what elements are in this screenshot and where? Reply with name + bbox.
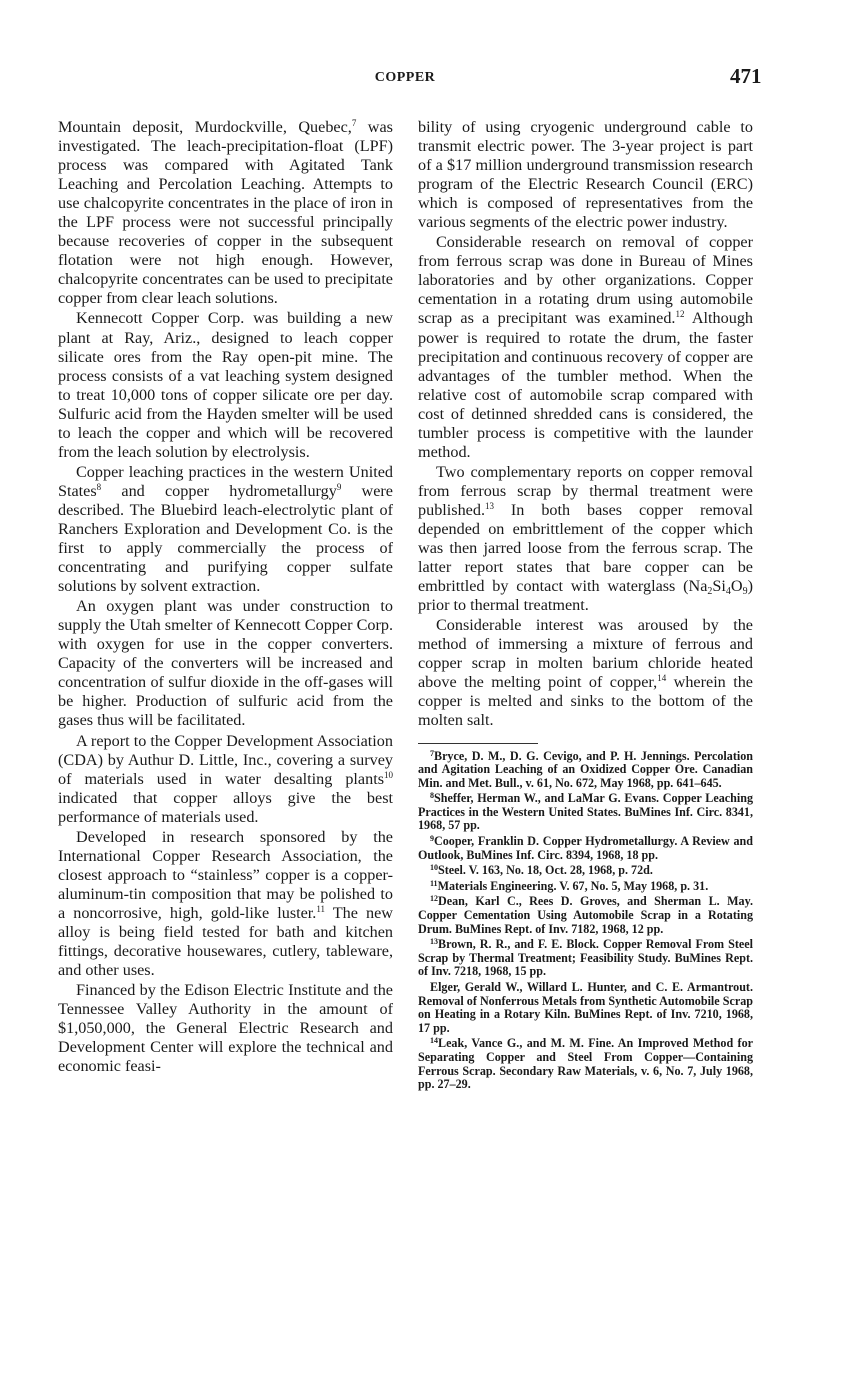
paragraph: Two complementary reports on copper removal from ferrous scrap by thermal treatment were published.$^{13}$ In both bases copper removal depended on embrittlement of the copper which was then jarred loose from the ferrous scrap. The latter report states that bare copper can be embrittled by contact with waterglass $(Na_2Si_4O_9)$ prior to thermal treatment. (418, 462, 753, 615)
footnote: $^9$Cooper, Franklin D. Copper Hydrometallurgy. A Review and Outlook, BuMines Inf. Circ. 8394, 1968, 18 pp. (418, 834, 753, 862)
paragraph: Financed by the Edison Electric Institute and the Tennessee Valley Authority in the amount of $1,050,000, the General Electric Research and Development Center will explore the technical and economic feasi- (58, 981, 393, 1076)
page-number: 471 (730, 64, 762, 88)
paragraph: Considerable research on removal of copper from ferrous scrap was done in Bureau of Mines laboratories and by other organizations. Copper cementation in a rotating drum using automobile scrap as a precipitant was examined.$^{12}$ Although power is required to rotate the drum, the faster precipitation and continuous recovery of copper are advantages of the tumbler method. When the relative cost of automobile scrap compared with cost of detinned shredded cans is considered, the tumbler process is competitive with the launder method. (418, 233, 754, 461)
footnote: Elger, Gerald W., Willard L. Hunter, and C. E. Armantrout. Removal of Nonferrous Metals from Synthetic Automobile Scrap on Heating in a Rotary Kiln. BuMines Rept. of Inv. 7210, 1968, 17 pp. (418, 980, 753, 1035)
paragraph: Copper leaching practices in the western United States$^8$ and copper hydrometallurgy$^9$ were described. The Bluebird leach-electrolytic plant of Ranchers Exploration and Development Co. is the first to apply commercially the process of concentrating and purifying copper sulfate solutions by solvent extraction. (58, 462, 393, 596)
paragraph: A report to the Copper Development Association (CDA) by Authur D. Little, Inc., covering a survey of materials used in water desalting plants$^{10}$ indicated that copper alloys give the best performance of materials used. (58, 731, 393, 826)
paragraph: An oxygen plant was under construction to supply the Utah smelter of Kennecott Copper Corp. with oxygen for use in the copper converters. Capacity of the converters will be increased and concentration of sulfur dioxide in the off-gases will be higher. Production of sulfuric acid from the gases thus will be facilitated. (58, 597, 393, 730)
footnote: $^{11}$Materials Engineering. V. 67, No. 5, May 1968, p. 31. (430, 878, 709, 893)
footnote: $^{13}$Brown, R. R., and F. E. Block. Copper Removal From Steel Scrap by Thermal Treatment; Feasibility Study. BuMines Rept. of Inv. 7218, 1968, 15 pp. (418, 937, 753, 979)
footnote: $^8$Sheffer, Herman W., and LaMar G. Evans. Copper Leaching Practices in the Western United States. BuMines Inf. Circ. 8341, 1968, 57 pp. (418, 791, 753, 833)
right-column (418, 118, 753, 1094)
footnote: $^{14}$Leak, Vance G., and M. M. Fine. An Improved Method for Separating Copper and Steel From Copper—Containing Ferrous Scrap. Secondary Raw Materials, v. 6, No. 7, July 1968, pp. 27–29. (418, 1036, 753, 1092)
paragraph: Mountain deposit, Murdockville, Quebec,$^7$ was investigated. The leach-precipitation-float (LPF) process was compared with Agitated Tank Leaching and Percolation Leaching. Attempts to use chalcopyrite concentrates in the place of iron in the LPF process were not successful principally because recoveries of copper in the subsequent flotation were not high enough. However, chalcopyrite concentrates can be used to precipitate copper from clear leach solutions. (58, 118, 393, 308)
footnote: $^7$Bryce, D. M., D. G. Cevigo, and P. H. Jennings. Percolation and Agitation Leaching of an Oxidized Copper Ore. Canadian Min. and Met. Bull., v. 61, No. 672, May 1968, pp. 641–645. (418, 748, 753, 790)
page-header (0, 0, 860, 110)
footnote: $^{10}$Steel. V. 163, No. 18, Oct. 28, 1968, p. 72d. (430, 863, 653, 878)
paragraph: Kennecott Copper Corp. was building a new plant at Ray, Ariz., designed to leach copper silicate ores from the Ray open-pit mine. The process consists of a vat leaching system designed to treat 10,000 tons of copper silicate ore per day. Sulfuric acid from the Hayden smelter will be used to leach the copper and which will be recovered from the leach solution by electrolysis. (58, 309, 393, 461)
running-head: COPPER (374, 70, 436, 85)
left-column (58, 118, 393, 1076)
paragraph: Developed in research sponsored by the International Copper Research Association, the closest approach to “stainless” copper is a copper-aluminum-tin composition that may be polished to a noncorrosive, high, gold-like luster.$^{11}$ The new alloy is being field tested for bath and kitchen fittings, decorative housewares, cutlery, tableware, and other uses. (58, 827, 393, 980)
footnotes (418, 750, 753, 1092)
paragraph: Considerable interest was aroused by the method of immersing a mixture of ferrous and copper scrap in molten barium chloride heated above the melting point of copper,$^{14}$ wherein the copper is melted and sinks to the bottom of the molten salt. (418, 616, 753, 730)
footnote: $^{12}$Dean, Karl C., Rees D. Groves, and Sherman L. May. Copper Cementation Using Automobile Scrap in a Rotating Drum. BuMines Rept. of Inv. 7182, 1968, 12 pp. (418, 894, 753, 936)
paragraph: bility of using cryogenic underground cable to transmit electric power. The 3-year project is part of a $17 million underground transmission research program of the Electric Research Council (ERC) which is composed of representatives from the various segments of the electric power industry. (418, 118, 753, 232)
footnote-divider (418, 743, 538, 744)
